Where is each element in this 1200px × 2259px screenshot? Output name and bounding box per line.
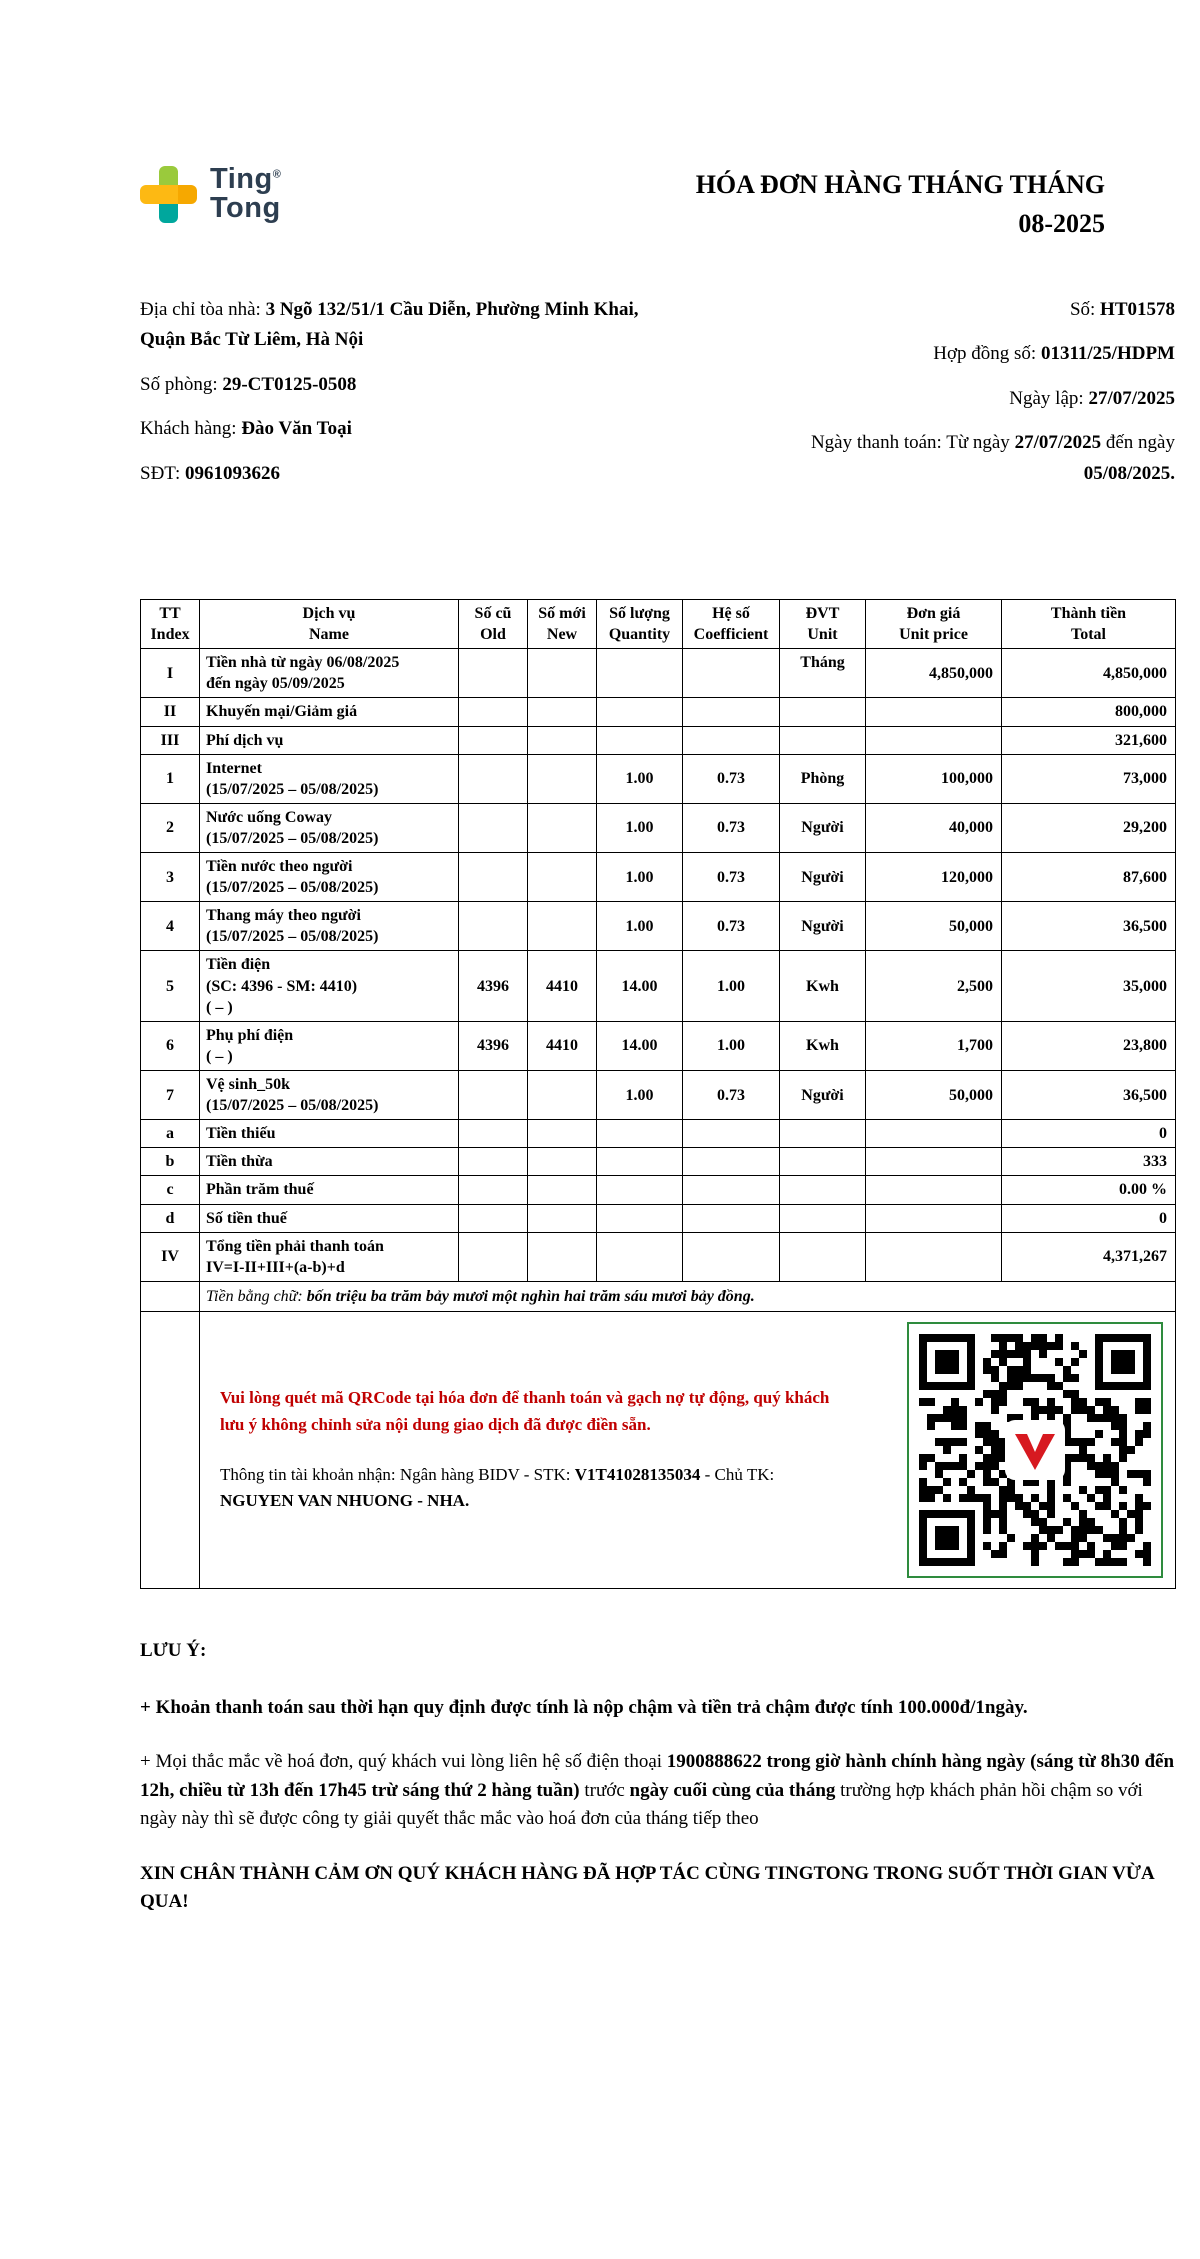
amount-in-words-row: [141, 1281, 1176, 1311]
payment-mid-label: đến ngày: [1101, 432, 1175, 454]
account-mid: - Chủ TK:: [700, 1465, 775, 1485]
payment-instructions: [220, 1385, 830, 1514]
page-header: [140, 165, 1175, 243]
charges-table: [140, 599, 1176, 1589]
row-index: II: [141, 698, 200, 726]
service-name-line: Tiền thừa: [206, 1153, 273, 1171]
old-reading: [459, 1120, 528, 1148]
new-reading: 4410: [528, 951, 597, 1021]
amount-in-words-value: bốn triệu ba trăm bảy mươi một nghìn hai trăm sáu mươi bảy đồng.: [306, 1287, 755, 1305]
unit-price: 4,850,000: [866, 649, 1002, 698]
logo-plus-left: [140, 185, 159, 204]
invoice-title: HÓA ĐƠN HÀNG THÁNG THÁNG 08-2025: [695, 170, 1105, 238]
unit: Phòng: [780, 754, 866, 803]
col-header-total: Thành tiền Total: [1002, 599, 1176, 648]
old-reading: 4396: [459, 1021, 528, 1070]
col-header-coefficient: Hệ số Coefficient: [683, 599, 780, 648]
address-value: 3 Ngõ 132/51/1 Cầu Diễn, Phường Minh Khai, Quận Bắc Từ Liêm, Hà Nội: [140, 299, 639, 351]
new-reading: [528, 698, 597, 726]
grand-total-amount: 4,371,267: [1002, 1232, 1176, 1281]
notes-title: LƯU Ý:: [140, 1640, 207, 1662]
coefficient: 1.00: [683, 1021, 780, 1070]
unit: [780, 698, 866, 726]
quantity: [597, 1204, 683, 1232]
hotline-note: [140, 1748, 1175, 1834]
coefficient: [683, 1176, 780, 1204]
new-reading: [528, 853, 597, 902]
table-row: [141, 698, 1176, 726]
unit: Tháng: [780, 649, 866, 698]
old-reading: [459, 1176, 528, 1204]
unit: [780, 1232, 866, 1281]
qr-code-image: [919, 1334, 1151, 1566]
thank-you-note: XIN CHÂN THÀNH CẢM ƠN QUÝ KHÁCH HÀNG ĐÃ HỢP TÁC CÙNG TINGTONG TRONG SUỐT THỜI GIAN VỪA QUA!: [140, 1862, 1154, 1913]
service-name: [200, 951, 459, 1021]
quantity: [597, 1176, 683, 1204]
service-name-line: Phụ phí điện: [206, 1026, 294, 1044]
customer-name-line: [140, 414, 680, 444]
service-name: [200, 1071, 459, 1120]
payment-qr-code: [907, 1322, 1163, 1578]
row-index: 2: [141, 803, 200, 852]
row-index: 5: [141, 951, 200, 1021]
total-amount: 0: [1002, 1204, 1176, 1232]
invoice-number-label: Số:: [1069, 299, 1101, 320]
qr-payment-row: [141, 1312, 1176, 1589]
coefficient: 1.00: [683, 951, 780, 1021]
total-amount: 333: [1002, 1148, 1176, 1176]
quantity: [597, 726, 683, 754]
table-row: [141, 902, 1176, 951]
row-index: I: [141, 649, 200, 698]
total-amount: 0.00 %: [1002, 1176, 1176, 1204]
table-row: [141, 1148, 1176, 1176]
new-reading: [528, 1071, 597, 1120]
table-row: [141, 951, 1176, 1021]
coefficient: 0.73: [683, 902, 780, 951]
empty-index-cell: [141, 1312, 200, 1589]
tingtong-logo-icon: [140, 166, 197, 223]
total-amount: 35,000: [1002, 951, 1176, 1021]
room-value: 29-CT0125-0508: [222, 373, 357, 395]
service-name-line: Tổng tiền phải thanh toán: [206, 1237, 384, 1255]
account-holder: NGUYEN VAN NHUONG - NHA.: [220, 1491, 470, 1511]
tingtong-logo: [140, 165, 281, 223]
unit: Người: [780, 853, 866, 902]
contract-value: 01311/25/HDPM: [1040, 343, 1175, 365]
unit-price: 40,000: [866, 803, 1002, 852]
col-header-unit: ĐVT Unit: [780, 599, 866, 648]
service-name-line: Vệ sinh_50k: [206, 1076, 291, 1094]
service-name-line: (15/07/2025 – 05/08/2025): [206, 1097, 379, 1115]
new-reading: [528, 726, 597, 754]
row-index: c: [141, 1176, 200, 1204]
total-amount: 0: [1002, 1120, 1176, 1148]
table-row: [141, 726, 1176, 754]
hotline-number: 1900888622 trong giờ hành chính hàng ngày (sáng từ 8h30 đến 12h, chiều từ 13h đến 17h45 trừ sáng thứ 2 hàng tuần): [140, 1751, 1175, 1801]
coefficient: [683, 698, 780, 726]
logo-plus-center: [159, 185, 178, 204]
total-amount: 36,500: [1002, 1071, 1176, 1120]
table-row: [141, 1071, 1176, 1120]
service-name: [200, 698, 459, 726]
coefficient: [683, 1148, 780, 1176]
coefficient: [683, 649, 780, 698]
total-amount: 29,200: [1002, 803, 1176, 852]
coefficient: [683, 1120, 780, 1148]
unit-price: [866, 1204, 1002, 1232]
row-index: d: [141, 1204, 200, 1232]
row-index: IV: [141, 1232, 200, 1281]
new-reading: 4410: [528, 1021, 597, 1070]
table-row: [141, 1120, 1176, 1148]
unit: [780, 726, 866, 754]
total-amount: 4,850,000: [1002, 649, 1176, 698]
quantity: [597, 1148, 683, 1176]
row-index: a: [141, 1120, 200, 1148]
invoice-number-value: HT01578: [1100, 299, 1175, 320]
col-header-service: Dịch vụ Name: [200, 599, 459, 648]
service-name: [200, 754, 459, 803]
invoice-meta: [715, 295, 1175, 503]
col-header-quantity: Số lượng Quantity: [597, 599, 683, 648]
service-name-line: Tiền điện: [206, 956, 271, 974]
service-name-line: Khuyến mại/Giảm giá: [206, 703, 358, 721]
service-name: [200, 726, 459, 754]
hotline-note-text-2: trước: [579, 1779, 630, 1801]
payment-period-line: [715, 428, 1175, 489]
coefficient: 0.73: [683, 853, 780, 902]
service-name-line: (15/07/2025 – 05/08/2025): [206, 780, 379, 798]
table-row: [141, 1021, 1176, 1070]
row-index: III: [141, 726, 200, 754]
logo-wordmark: [210, 165, 281, 223]
unit-price: [866, 1232, 1002, 1281]
qr-scan-note: Vui lòng quét mã QRCode tại hóa đơn để thanh toán và gạch nợ tự động, quý khách lưu ý không chỉnh sửa nội dung giao dịch đã được điền sẵn.: [220, 1388, 830, 1434]
payment-label: Ngày thanh toán: Từ ngày: [810, 432, 1015, 454]
quantity: 1.00: [597, 1071, 683, 1120]
unit-price: 120,000: [866, 853, 1002, 902]
unit-price: [866, 1120, 1002, 1148]
service-name-line: Internet: [206, 759, 262, 777]
account-prefix: Thông tin tài khoản nhận: Ngân hàng BIDV - STK:: [220, 1465, 575, 1485]
logo-plus-right: [178, 185, 197, 204]
coefficient: [683, 1204, 780, 1232]
row-index: 3: [141, 853, 200, 902]
issue-date-value: 27/07/2025: [1088, 387, 1175, 409]
service-name-line: (15/07/2025 – 05/08/2025): [206, 928, 379, 946]
service-name-line: Nước uống Coway: [206, 808, 333, 826]
old-reading: 4396: [459, 951, 528, 1021]
old-reading: [459, 1204, 528, 1232]
service-name-line: Số tiền thuế: [206, 1209, 287, 1227]
total-amount: 87,600: [1002, 853, 1176, 902]
table-row: [141, 1176, 1176, 1204]
invoice-info: [140, 295, 1175, 503]
payment-to-date: 05/08/2025.: [1083, 462, 1175, 484]
contract-label: Hợp đồng số:: [933, 343, 1041, 365]
quantity: [597, 1120, 683, 1148]
col-header-index: TT Index: [141, 599, 200, 648]
quantity: 1.00: [597, 853, 683, 902]
quantity: [597, 698, 683, 726]
logo-plus-bottom: [159, 204, 178, 223]
service-name: [200, 1176, 459, 1204]
service-name-line: Tiền nước theo người: [206, 858, 353, 876]
table-row: [141, 754, 1176, 803]
unit-price: 100,000: [866, 754, 1002, 803]
quantity: 1.00: [597, 754, 683, 803]
total-amount: 800,000: [1002, 698, 1176, 726]
unit-price: 2,500: [866, 951, 1002, 1021]
table-row-grand-total: [141, 1232, 1176, 1281]
new-reading: [528, 1148, 597, 1176]
new-reading: [528, 649, 597, 698]
service-name: [200, 1120, 459, 1148]
account-number: V1T41028135034: [574, 1465, 701, 1485]
old-reading: [459, 902, 528, 951]
unit-price: [866, 1176, 1002, 1204]
service-name-line: Phí dịch vụ: [206, 731, 284, 749]
unit: [780, 1120, 866, 1148]
coefficient: [683, 1232, 780, 1281]
footer-notes: [140, 1637, 1175, 1917]
service-name: [200, 853, 459, 902]
new-reading: [528, 1176, 597, 1204]
row-index: 4: [141, 902, 200, 951]
hotline-note-text-3: trường hợp khách phản hồi chậm so với ngày này thì sẽ được công ty giải quyết thắc mắc vào hoá đơn của tháng tiếp theo: [140, 1779, 1143, 1830]
service-name-line: ( – ): [206, 998, 233, 1016]
new-reading: [528, 1204, 597, 1232]
new-reading: [528, 1232, 597, 1281]
old-reading: [459, 1232, 528, 1281]
quantity: 1.00: [597, 803, 683, 852]
customer-value: Đào Văn Toại: [241, 418, 352, 440]
phone-value: 0961093626: [184, 462, 280, 484]
old-reading: [459, 649, 528, 698]
logo-word-tong: Tong: [210, 192, 281, 224]
service-name-line: IV=I-II+III+(a-b)+d: [206, 1258, 345, 1276]
logo-word-ting: Ting: [210, 163, 273, 195]
unit: Kwh: [780, 951, 866, 1021]
room-number-line: [140, 370, 680, 400]
table-row: [141, 649, 1176, 698]
col-header-new: Số mới New: [528, 599, 597, 648]
empty-index-cell: [141, 1281, 200, 1311]
customer-label: Khách hàng:: [140, 418, 242, 440]
room-label: Số phòng:: [140, 373, 223, 395]
unit-price: 50,000: [866, 1071, 1002, 1120]
service-name: [200, 1232, 459, 1281]
unit-price: 50,000: [866, 902, 1002, 951]
unit-price: [866, 698, 1002, 726]
late-payment-note: + Khoản thanh toán sau thời hạn quy định được tính là nộp chậm và tiền trả chậm được tính 100.000đ/1ngày.: [140, 1696, 1028, 1718]
total-amount: 36,500: [1002, 902, 1176, 951]
service-name-line: (15/07/2025 – 05/08/2025): [206, 829, 379, 847]
row-index: 7: [141, 1071, 200, 1120]
coefficient: 0.73: [683, 1071, 780, 1120]
new-reading: [528, 1120, 597, 1148]
row-index: 1: [141, 754, 200, 803]
service-name: [200, 649, 459, 698]
quantity: [597, 1232, 683, 1281]
registered-mark: ®: [272, 168, 282, 181]
old-reading: [459, 853, 528, 902]
row-index: 6: [141, 1021, 200, 1070]
qr-payment-cell: [200, 1312, 1176, 1589]
total-amount: 73,000: [1002, 754, 1176, 803]
old-reading: [459, 754, 528, 803]
old-reading: [459, 803, 528, 852]
quantity: 14.00: [597, 1021, 683, 1070]
unit: [780, 1176, 866, 1204]
unit-price: [866, 726, 1002, 754]
amount-in-words-label: Tiền bằng chữ:: [206, 1287, 307, 1305]
coefficient: 0.73: [683, 803, 780, 852]
issue-date-line: [715, 384, 1175, 414]
service-name: [200, 803, 459, 852]
unit: Người: [780, 1071, 866, 1120]
unit-price: [866, 1148, 1002, 1176]
unit: Người: [780, 902, 866, 951]
new-reading: [528, 754, 597, 803]
new-reading: [528, 902, 597, 951]
issue-date-label: Ngày lập:: [1009, 387, 1089, 409]
unit: [780, 1204, 866, 1232]
payment-from-date: 27/07/2025: [1014, 432, 1102, 454]
unit-price: 1,700: [866, 1021, 1002, 1070]
col-header-unit-price: Đơn giá Unit price: [866, 599, 1002, 648]
total-amount: 23,800: [1002, 1021, 1176, 1070]
table-row: [141, 1204, 1176, 1232]
old-reading: [459, 1071, 528, 1120]
logo-plus-top: [159, 166, 178, 185]
service-name-line: đến ngày 05/09/2025: [206, 675, 345, 693]
bank-account-info: [220, 1462, 830, 1515]
deadline-text: ngày cuối cùng của tháng: [629, 1779, 836, 1801]
service-name-line: Thang máy theo người: [206, 907, 361, 925]
service-name-line: Tiền nhà từ ngày 06/08/2025: [206, 654, 400, 672]
old-reading: [459, 698, 528, 726]
total-amount: 321,600: [1002, 726, 1176, 754]
service-name-line: (SC: 4396 - SM: 4410): [206, 977, 358, 995]
unit: Kwh: [780, 1021, 866, 1070]
contract-number-line: [715, 339, 1175, 369]
service-name-line: Tiền thiếu: [206, 1125, 276, 1143]
service-name-line: ( – ): [206, 1047, 233, 1065]
phone-label: SĐT:: [140, 462, 185, 484]
new-reading: [528, 803, 597, 852]
amount-in-words: [200, 1281, 1176, 1311]
service-name-line: Phần trăm thuế: [206, 1181, 314, 1199]
quantity: [597, 649, 683, 698]
customer-info: [140, 295, 680, 503]
service-name: [200, 1148, 459, 1176]
hotline-note-text-1: + Mọi thắc mắc về hoá đơn, quý khách vui lòng liên hệ số điện thoại: [140, 1751, 667, 1773]
building-address-line: [140, 295, 680, 356]
old-reading: [459, 726, 528, 754]
coefficient: 0.73: [683, 754, 780, 803]
unit: Người: [780, 803, 866, 852]
quantity: 1.00: [597, 902, 683, 951]
service-name-line: (15/07/2025 – 05/08/2025): [206, 879, 379, 897]
row-index: b: [141, 1148, 200, 1176]
table-header-row: [141, 599, 1176, 648]
phone-line: [140, 459, 680, 489]
old-reading: [459, 1148, 528, 1176]
coefficient: [683, 726, 780, 754]
service-name: [200, 1204, 459, 1232]
col-header-old: Số cũ Old: [459, 599, 528, 648]
table-row: [141, 853, 1176, 902]
address-label: Địa chỉ tòa nhà:: [140, 299, 266, 320]
table-row: [141, 803, 1176, 852]
quantity: 14.00: [597, 951, 683, 1021]
service-name: [200, 1021, 459, 1070]
invoice-number-line: [715, 295, 1175, 325]
unit: [780, 1148, 866, 1176]
service-name: [200, 902, 459, 951]
